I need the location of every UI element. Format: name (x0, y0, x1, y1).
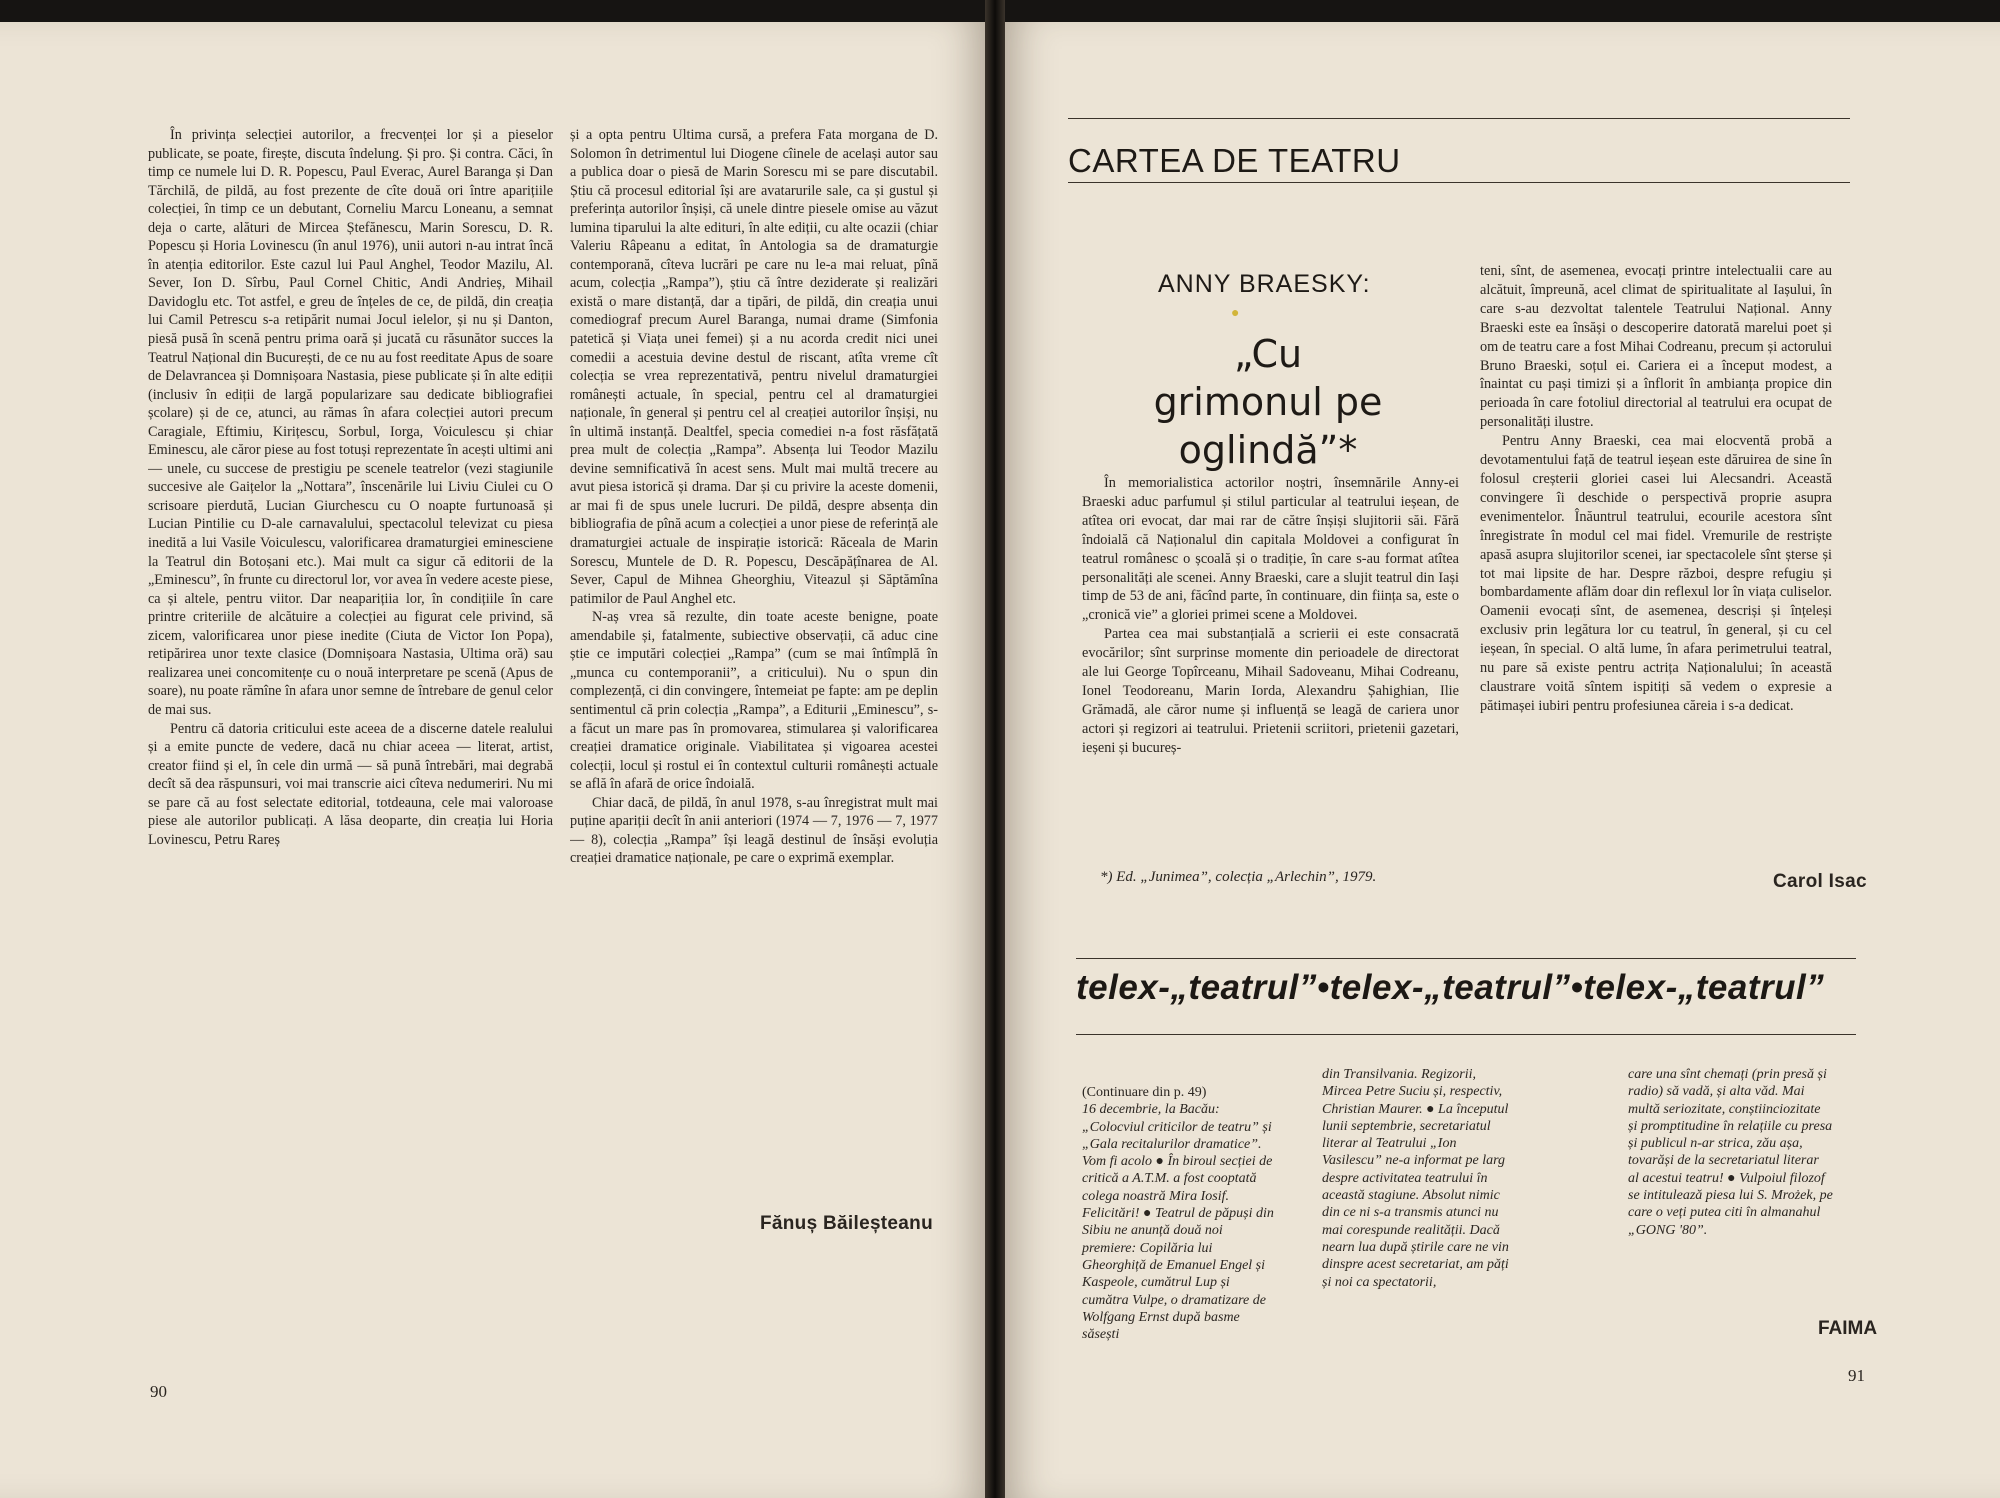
ornament-dot: ● (1231, 306, 1240, 321)
left-signature: Fănuș Băileșteanu (760, 1213, 933, 1234)
left-column-1 (148, 126, 553, 1166)
footnote: *) Ed. „Junimea”, colecția „Arlechin”, 1979. (1100, 869, 1377, 885)
book-gutter (985, 0, 1005, 1498)
header-rule-bottom (1068, 182, 1850, 183)
telex-signature: FAIMA (1818, 1318, 1878, 1339)
right-col1-paragraph-1: În memorialistica actorilor noștri, însemnările Anny-ei Braeski aduc parfumul și stilul particular al teatrului ieșean, de atîtea ori evocat, dar mai rar de către înșiși slujitorii săi. Fără îndoială că Naționalul din capitala Moldovei a configurat în teatrul românesc o școală și o tradiție, în care s-au format atîtea personalități ale scenei. Anny Braeski, care a slujit teatrul din Iași timp de 53 de ani, făcînd parte, în continuare, din ființa sa, este o „cronică vie” a gloriei primei scene a Moldovei. (1082, 475, 1459, 624)
telex-col2-text: din Transilvania. Regizorii, Mircea Petre Suciu și, respectiv, Christian Maurer. ● La începutul lunii septembrie, secretariatul literar al Teatrului „Ion Vasilescu” ne-a informat pe larg despre activitatea teatrului în această stagiune. Absolut nimic din ce ni s-a transmis atunci nu mai corespunde realității. Dacă nearn lua după știrile care ne vin dinspre acest secretariat, am păți și noi ca spectatorii, (1322, 1067, 1509, 1290)
left-page-number: 90 (150, 1382, 167, 1401)
left-col2-paragraph-3: Chiar dacă, de pildă, în anul 1978, s-au înregistrat mult mai puține apariții decît în anii anteriori (1974 — 7, 1976 — 7, 1977 — 8), colecția „Rampa” își leagă destinul de însăși evoluția creației dramatice naționale, pe care o exprimă exemplar. (570, 794, 938, 867)
right-column-2 (1480, 262, 1832, 854)
telex-banner: telex-„teatrul”•telex-„teatrul”•telex-„teatrul” (1076, 968, 1825, 1007)
section-title: CARTEA DE TEATRU (1068, 142, 1401, 179)
telex-rule-bottom (1076, 1034, 1856, 1035)
telex-column-3 (1628, 1066, 1833, 1276)
article-author-heading: ANNY BRAESKY: (1158, 270, 1371, 298)
telex-col1-text: 16 decembrie, la Bacău: „Colocviul criticilor de teatru” și „Gala recitalurilor dramatice”. Vom fi acolo ● În biroul secției de critică a A.T.M. a fost cooptată colega noastră Mira Iosif. Felicitări! ● Teatrul de păpuși din Sibiu ne anunță două noi premiere: Copilăria lui Gheorghiță de Emanuel Engel și Kaspeole, cumătrul Lup și cumătra Vulpe, o dramatizare de Wolfgang Ernst după basme săsești (1082, 1102, 1274, 1343)
left-column-2 (570, 126, 938, 1106)
right-column-1 (1082, 474, 1459, 856)
telex-rule-top (1076, 958, 1856, 959)
left-col1-paragraph-1: În privința selecției autorilor, a frecvenței lor și a pieselor publicate, se poate, firește, discuta îndelung. Și pro. Și contra. Căci, în timp ce numele lui D. R. Popescu, Paul Everac, Aurel Baranga și Dan Tărchilă, de pildă, au fost prezente de cîte două ori între aparițiile colecției, în timp ce un debutant, Corneliu Marcu Loneanu, a semnat deja o carte, alături de Mircea Ștefănescu, Marin Sorescu, D. R. Popescu și Horia Lovinescu (în anul 1976), unii autori n-au intrat încă în atenția editorilor. Este cazul lui Paul Anghel, Teodor Mazilu, Al. Sever, Ion D. Sîrbu, Paul Cornel Chitic, Andi Andrieș, Mihail Davidoglu etc. Tot astfel, e greu de înțeles de ce, de pildă, din creația lui Camil Petrescu s-a retipărit numai Jocul ielelor, și nu și Danton, piesă pusă în scenă pentru prima oară și jucată cu răsunător succes la Teatrul Național din București, de ce nu au fost reeditate Apus de soare de Delavrancea și Domnișoara Nastasia, piese publicate și în alte ediții (inclusiv în ediții de largă popularizare sau dedicate bibliografiei școlare) și de ce, atunci, au rămas în afara colecției autori precum Caragiale, Eftimiu, Kirițescu, Sorbul, Iorga, Voiculescu și chiar Eminescu, ale căror piese au fost totuși reprezentate în acești ultimi ani — unele, cu succese de prestigiu pe scenele teatrelor (vezi stagiunile succesive ale Gaițelor la „Nottara”, înscenările lui Liviu Ciulei cu O scrisoare pierdută, Lucian Giurchescu cu O noapte furtunoasă și Lucian Pintilie cu D-ale carnavalului, spectacolul televizat cu piesa inedită a lui Vasile Voiculescu, valorificarea dramaturgiei eminesciene la Teatrul din Botoșani etc.). Mai mult ca sigur că editorii de la „Eminescu”, în frunte cu directorul lor, vor avea în vedere aceste piese, ca și altele, pentru viitor. Dar neaparițiia lor, în condițiile în care printre criteriile de alcătuire a colecției au figurat cele privind, să zicem, valorificarea unor piese inedite (Ciuta de Victor Ion Popa), retipărirea unor texte clasice (Domnișoara Nastasia, Ultima oră) sau realizarea unei concomitențe cu o nouă interpretare pe scenă (Apus de soare), nu poate rămîne în afara unor semne de întrebare de genul celor de mai sus. (148, 127, 553, 718)
left-col1-paragraph-2: Pentru că datoria criticului este aceea de a discerne datele realului și a emite puncte de vedere, dacă nu chiar aceea — literat, artist, creator fiind și el, în cele din urmă — să pună întrebări, mai degrabă decît să dea răspunsuri, voi mai transcrie aici cîteva nedumeriri. Nu mi se pare că au fost selectate editorial, totdeauna, cele mai valoroase piese ale autorilor publicați. A lăsa deoparte, din creația lui Horia Lovinescu, Petru Rareș (148, 720, 553, 848)
right-col2-paragraph-1: teni, sînt, de asemenea, evocați printre intelectualii care au alcătuit, împreună, acel climat de spiritualitate al Iașului, în care s-au dezvoltat talentele Teatrului Național. Anny Braeski este ea însăși o descoperire datorată marelui poet și om de teatru care a fost Mihai Codreanu, precum și actorului Bruno Braeski, soțul ei. Cariera ei a început modest, a înaintat cu pași timizi și a înflorit în ambianța propice din perioada în care fotoliul directorial al teatrului era ocupat de personalități ilustre. (1480, 263, 1832, 431)
telex-continuation-note: (Continuare din p. 49) (1082, 1085, 1207, 1100)
right-col1-paragraph-2: Partea cea mai substanțială a scrierii ei este consacrată evocărilor; sînt surprinse momente din perioadele de directorat ale lui George Topîrceanu, Mihail Sadoveanu, Mihai Codreanu, Ionel Teodoreanu, Marin Iorda, Alexandru Șahighian, Ilie Grămadă, ale căror nume și influență se leagă de cariera unor actori și regizori ai teatrului. Prietenii scriitori, prietenii gazetari, ieșeni și bucureș- (1082, 626, 1459, 756)
telex-column-2 (1322, 1066, 1518, 1326)
header-rule-top (1068, 118, 1850, 119)
left-col2-paragraph-1: și a opta pentru Ultima cursă, a prefera Fata morgana de D. Solomon în detrimentul lui Diogene cîinele de același autor sau a publica doar o piesă de Marin Sorescu mi se pare discutabil. Știu că procesul editorial își are avatarurile sale, ca și gustul și preferința autorilor înșiși, că unele dintre piesele omise au văzut lumina tiparului la alte edituri, în alte ediții, cu alte ocazii (chiar Valeriu Râpeanu a editat, în Antologia sa de dramaturgie contemporană, cîteva lucrări pe care nu le-a mai reluat, pînă acum, colecția „Rampa”), știu că între deziderate și realizări există o mare distanță, dar a tipări, de pildă, din creația unui comediograf precum Aurel Baranga, numai drame (Simfonia patetică și Viața unei femei) și a nu acorda credit nici unei comedii a acestuia devine destul de riscant, atîta vreme cît colecția se vrea reprezentativă, pentru nivelul dramaturgiei românești actuale, în special, pentru cel al dramaturgiei naționale, în general și pentru cel al creației autorilor înșiși, nu în ultimă instanță. Dealtfel, specia comediei n-a fost răsfățată prea mult de colecția „Rampa”. Absența lui Teodor Mazilu devine semnificativă în acest sens. Mult mai multă trecere au avut piesa istorică și drama. Dar și cu privire la aceste domenii, ar mai fi de spus unele lucruri. De pildă, despre absența din bibliografia de pînă acum a colecției a unor piese de referință ale dramaturgiei actuale de inspirație istorică: Răceala de Marin Sorescu, Muntele de D. R. Popescu, Descăpățînarea de Al. Sever, Capul de Mihnea Gheorghiu, Viteazul și Săptămîna patimilor de Paul Anghel etc. (570, 127, 938, 607)
right-page-number: 91 (1848, 1366, 1865, 1385)
telex-col3-text: care una sînt chemați (prin presă și radio) să vadă, și alta văd. Mai multă seriozitate, conștiinciozitate și promptitudine în relațiile cu presa și publicul n-ar strica, zău așa, tovarăși de la secretariatul literar al acestui teatru! ● Vulpoiul filozof se intitulează piesa lui S. Mrożek, pe care o veți putea citi în almanahul „GONG '80”. (1628, 1067, 1833, 1238)
right-col2-paragraph-2: Pentru Anny Braeski, cea mai elocventă probă a devotamentului față de teatrul ieșean este dăruirea de sine în folosul creșterii gloriei casei lui Alecsandri. Această convingere îi deschide o perspectivă proprie asupra evenimentelor. Înăuntrul teatrului, ecourile acestora sînt înregistrate în modul cel mai fidel. Vremurile de restriște apasă asupra slujitorilor scenei, iar spectacolele sînt șterse și tot mai lipsite de har. Despre război, despre refugiu și bombardamente aflăm doar din reflexul lor în viața culiselor. Oamenii evocați sînt, de asemenea, descriși și înțeleși exclusiv prin legătura lor cu teatrul, în general, și cu cel ieșean, în special. O altă lume, în afara perimetrului teatral, nu pare să existe pentru actrița Naționalului; în această claustrare voită sîntem ispitiți să vedem o expresie a pătimașei iubiri pentru profesiunea căreia i s-a dedicat. (1480, 433, 1832, 714)
telex-column-1 (1082, 1084, 1278, 1343)
left-col2-paragraph-2: N-aș vrea să rezulte, din toate aceste benigne, poate amendabile și, fatalmente, subiective observații, că aduc cine știe ce imputări colecției „Rampa” (cum se mai întîmplă în „munca cu contemporanii”, a criticului). Nu o spun din complezență, ci din convingere, întemeiat pe fapte: am pe deplin sentimentul că prin colecția „Rampa”, a Editurii „Eminescu”, s-a făcut un mare pas în promovarea, stimularea și valorificarea creației dramatice originale. Viabilitatea și vigoarea acestei colecții, locul și rostul ei în contextul culturii românești actuale se află în afară de orice îndoială. (570, 609, 938, 793)
book-title: „Cu grimonul pe oglindă”* (1153, 332, 1383, 472)
right-signature: Carol Isac (1773, 871, 1867, 892)
